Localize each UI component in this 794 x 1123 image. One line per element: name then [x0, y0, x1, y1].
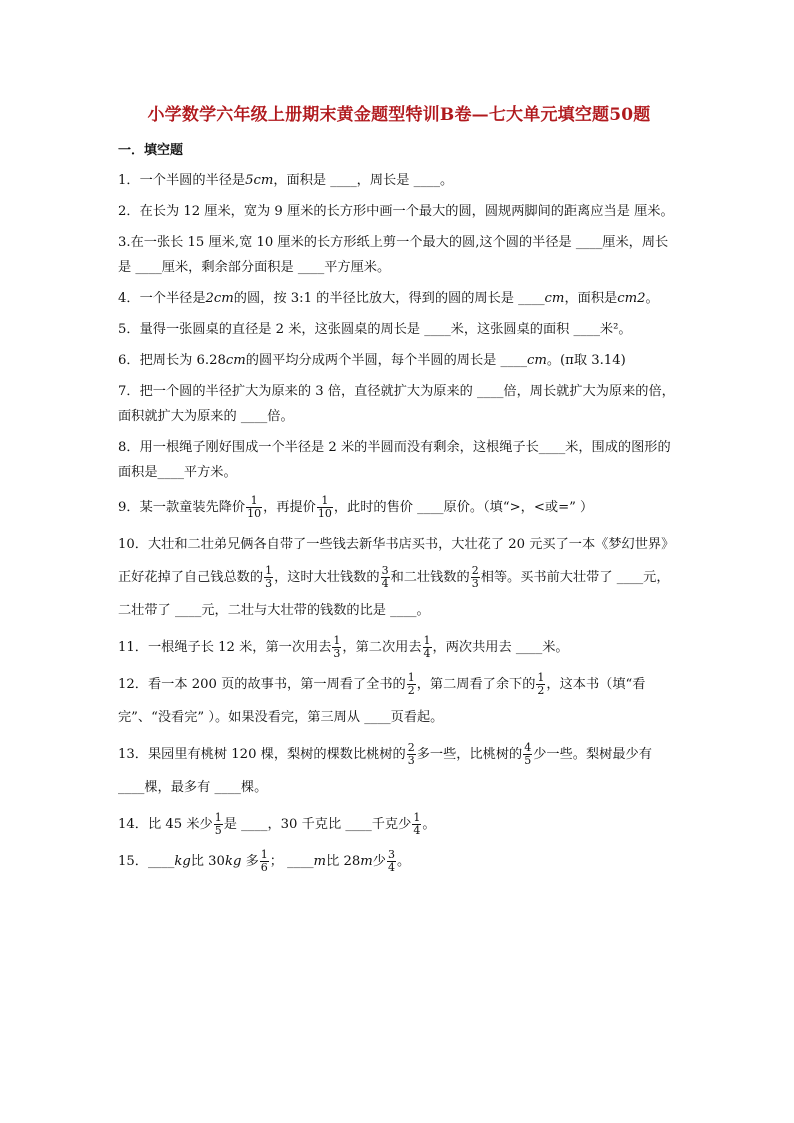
fraction: $\frac{4}{5}$: [524, 741, 532, 767]
section-heading: 一．填空题: [118, 143, 184, 158]
fraction: $\frac{1}{10}$: [317, 494, 332, 520]
question-12: 12．看一本 200 页的故事书，第一周看了全书的 $\frac{1}{2}$ ，第二周看了余下的 $\frac{1}{2}$ ，这本书（填“看完”、“没看完” ）。如果没看完，第三周从 ____页看起。: [118, 671, 646, 725]
fraction: $\frac{1}{4}$: [413, 811, 421, 837]
question-2: 2．在长为 12 厘米，宽为 9 厘米的长方形中画一个最大的圆，圆规两脚间的距离应当是 厘米。: [118, 204, 674, 219]
fraction: $\frac{3}{4}$: [381, 564, 389, 590]
question-10: 10．大壮和二壮弟兄俩各自带了一些钱去新华书店买书，大壮花了 20 元买了一本《梦幻世界》正好花掉了自己钱总数的 $\frac{1}{3}$ ，这时大壮钱数的 $\frac{3}{4}$ 和二壮钱数的 $\frac{2}{3}$ 相等。买书前大壮带了 ____元，二壮带了 ____元，二壮与大壮带的钱数的比是 ____。: [118, 537, 675, 618]
question-15: 15．____kg比 30kg 多 $\frac{1}{6}$ ； ____m比 28m少 $\frac{3}{4}$ 。: [118, 848, 411, 874]
question-5: 5．量得一张圆桌的直径是 2 米，这张圆桌的周长是 ____米，这张圆桌的面积 ____米²。: [118, 322, 632, 337]
fraction: $\frac{1}{10}$: [247, 494, 262, 520]
question-14: 14．比 45 米少 $\frac{1}{5}$ 是 ____，30 千克比 ____千克少 $\frac{1}{4}$ 。: [118, 811, 436, 837]
fraction: $\frac{1}{3}$: [333, 634, 341, 660]
question-9: 9．某一款童装先降价 $\frac{1}{10}$ ，再提价 $\frac{1}{10}$ ，此时的售价 ____原价。（填“>，<或=” ）: [118, 494, 594, 520]
question-6: 6．把周长为 6.28cm的圆平均分成两个半圆，每个半圆的周长是 ____cm。(π取 3.14): [118, 353, 626, 368]
fraction: $\frac{2}{3}$: [471, 564, 479, 590]
page-title: 小学数学六年级上册期末黄金题型特训B卷—七大单元填空题50题: [147, 105, 651, 125]
fraction: $\frac{3}{4}$: [387, 848, 395, 874]
question-4: 4．一个半径是2cm的圆，按 3:1 的半径比放大，得到的圆的周长是 ____cm，面积是cm2。: [118, 291, 659, 306]
fraction: $\frac{1}{3}$: [265, 564, 273, 590]
question-13: 13．果园里有桃树 120 棵，梨树的棵数比桃树的 $\frac{2}{3}$ 多一些，比桃树的 $\frac{4}{5}$ 少一些。梨树最少有 ____棵，最多有 ____棵。: [118, 741, 652, 795]
fraction: $\frac{1}{6}$: [260, 848, 268, 874]
question-7: 7．把一个圆的半径扩大为原来的 3 倍，直径就扩大为原来的 ____倍，周长就扩大为原来的倍，面积就扩大为原来的 ____倍。: [118, 384, 675, 424]
question-1: 1．一个半圆的半径是5cm，面积是 ____，周长是 ____。: [118, 173, 454, 188]
fraction: $\frac{1}{2}$: [407, 671, 415, 697]
fraction: $\frac{1}{5}$: [214, 811, 222, 837]
question-8: 8．用一根绳子刚好围成一个半径是 2 米的半圆而没有剩余，这根绳子长____米，围成的图形的面积是____平方米。: [118, 440, 671, 480]
question-11: 11．一根绳子长 12 米，第一次用去 $\frac{1}{3}$ ，第二次用去 $\frac{1}{4}$ ，两次共用去 ____米。: [118, 634, 569, 660]
question-3: 3.在一张长 15 厘米,宽 10 厘米的长方形纸上剪一个最大的圆,这个圆的半径是 ____厘米，周长是 ____厘米，剩余部分面积是 ____平方厘米。: [118, 235, 669, 275]
worksheet-page: [118, 100, 680, 882]
fraction: $\frac{2}{3}$: [407, 741, 415, 767]
fraction: $\frac{1}{2}$: [537, 671, 545, 697]
fraction: $\frac{1}{4}$: [423, 634, 431, 660]
